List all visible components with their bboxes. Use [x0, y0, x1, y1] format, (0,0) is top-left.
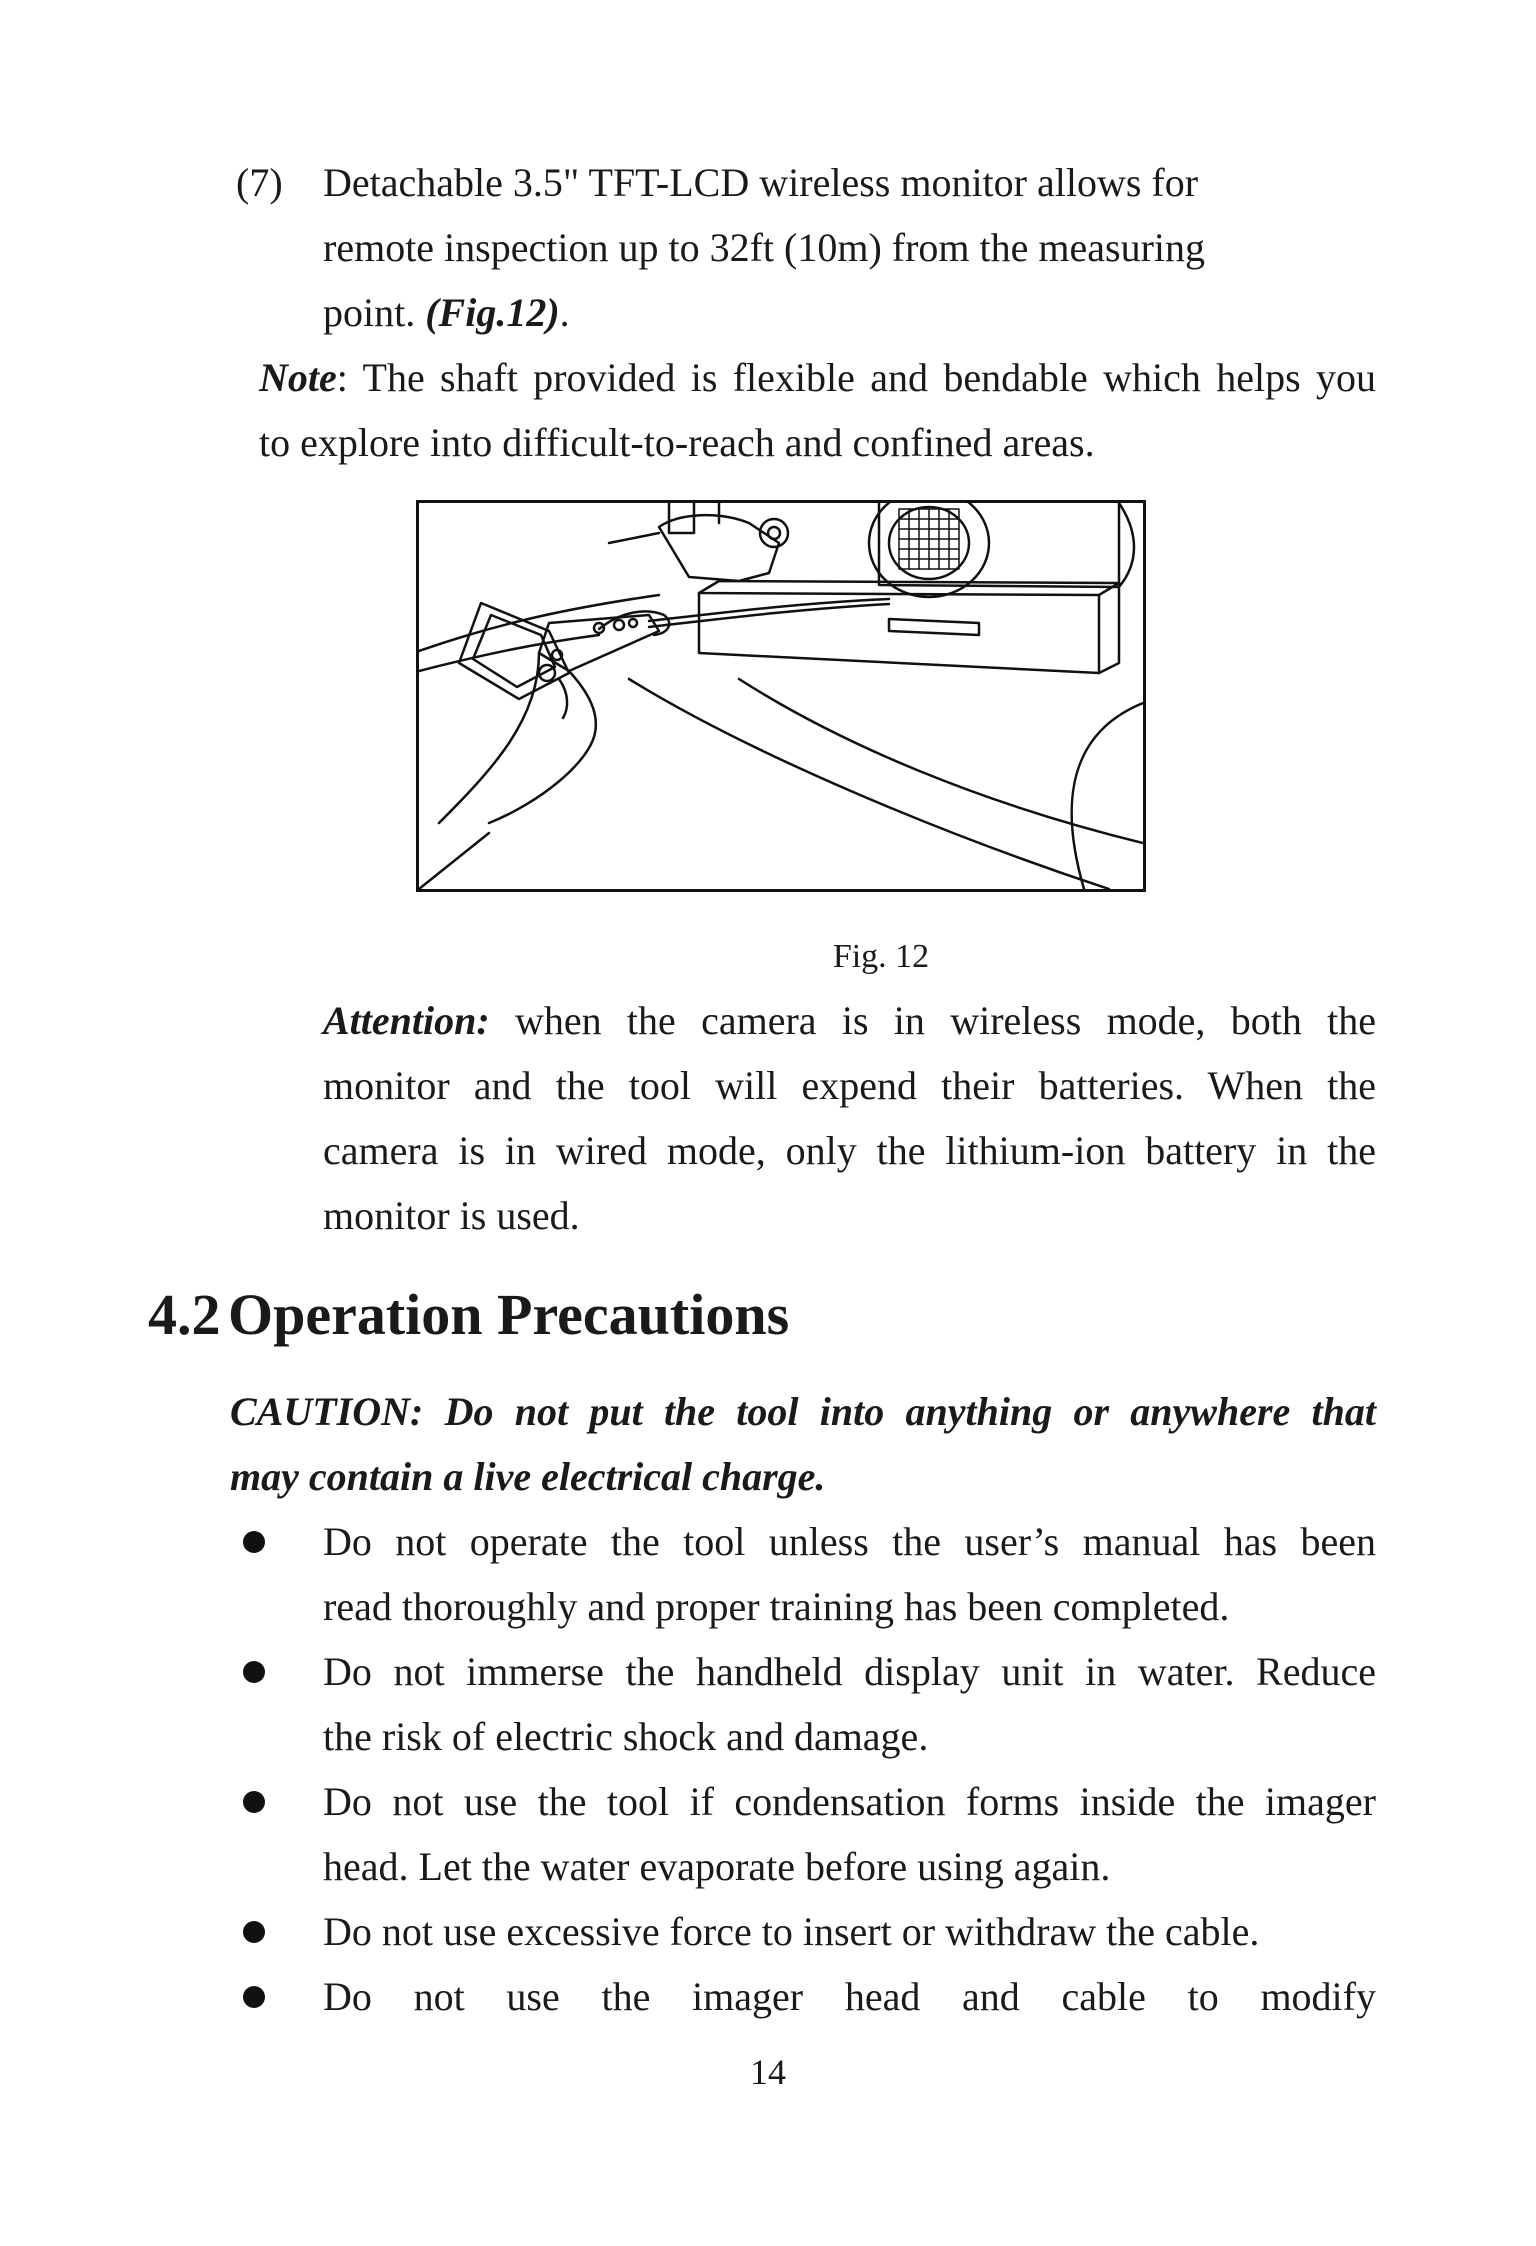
attention-line1-rest: when the camera is in wireless mode, both the: [489, 998, 1376, 1043]
bullet-2-line2: the risk of electric shock and damage.: [323, 1714, 929, 1759]
attention-line1: [323, 995, 1376, 1047]
note-line1: [259, 352, 1376, 404]
item7-line3: [323, 287, 570, 339]
bullet-dot: [243, 1791, 265, 1813]
page-number: 14: [750, 2052, 786, 2092]
bullet-1-line2: read thoroughly and proper training has been completed.: [323, 1584, 1230, 1629]
item7-line3-text: point.: [323, 290, 426, 335]
bullet-dot: [243, 1986, 265, 2008]
bullet-1-line1: Do not operate the tool unless the user’s manual has been: [323, 1519, 1376, 1564]
bullet-dot: [243, 1531, 265, 1553]
attention-label: Attention:: [323, 998, 490, 1043]
figure-caption: Fig. 12: [832, 938, 930, 975]
figure-12-illustration: [416, 500, 1146, 892]
bullet-3-line2: head. Let the water evaporate before using again.: [323, 1844, 1111, 1889]
attention-line2: monitor and the tool will expend their batteries. When the: [323, 1063, 1376, 1108]
item-number: (7): [236, 160, 283, 205]
item7-line2: remote inspection up to 32ft (10m) from the measuring: [323, 225, 1206, 270]
section-number: 4.2: [148, 1282, 221, 1347]
bullet-2-line1: Do not immerse the handheld display unit in water. Reduce: [323, 1649, 1376, 1694]
section-heading: [148, 1280, 789, 1350]
borescope-inspection-drawing: [419, 503, 1143, 889]
figure-reference: (Fig.12): [425, 290, 560, 335]
bullet-5-line1: Do not use the imager head and cable to modify: [323, 1974, 1376, 2019]
caution-line1: CAUTION: Do not put the tool into anything or anywhere that: [230, 1389, 1376, 1434]
section-title: Operation Precautions: [228, 1282, 790, 1347]
note-line1-rest: : The shaft provided is flexible and bendable which helps you: [336, 355, 1376, 400]
item7-line1: Detachable 3.5" TFT-LCD wireless monitor allows for: [323, 160, 1199, 205]
caution-line2: may contain a live electrical charge.: [230, 1454, 826, 1499]
note-label: Note: [259, 355, 337, 400]
bullet-4-line1: Do not use excessive force to insert or withdraw the cable.: [323, 1909, 1260, 1954]
bullet-dot: [243, 1921, 265, 1943]
attention-line3: camera is in wired mode, only the lithium-ion battery in the: [323, 1128, 1376, 1173]
bullet-3-line1: Do not use the tool if condensation forms inside the imager: [323, 1779, 1376, 1824]
attention-line4: monitor is used.: [323, 1193, 580, 1238]
bullet-dot: [243, 1661, 265, 1683]
item7-line3-end: .: [559, 290, 570, 335]
note-line2: to explore into difficult-to-reach and confined areas.: [259, 420, 1095, 465]
